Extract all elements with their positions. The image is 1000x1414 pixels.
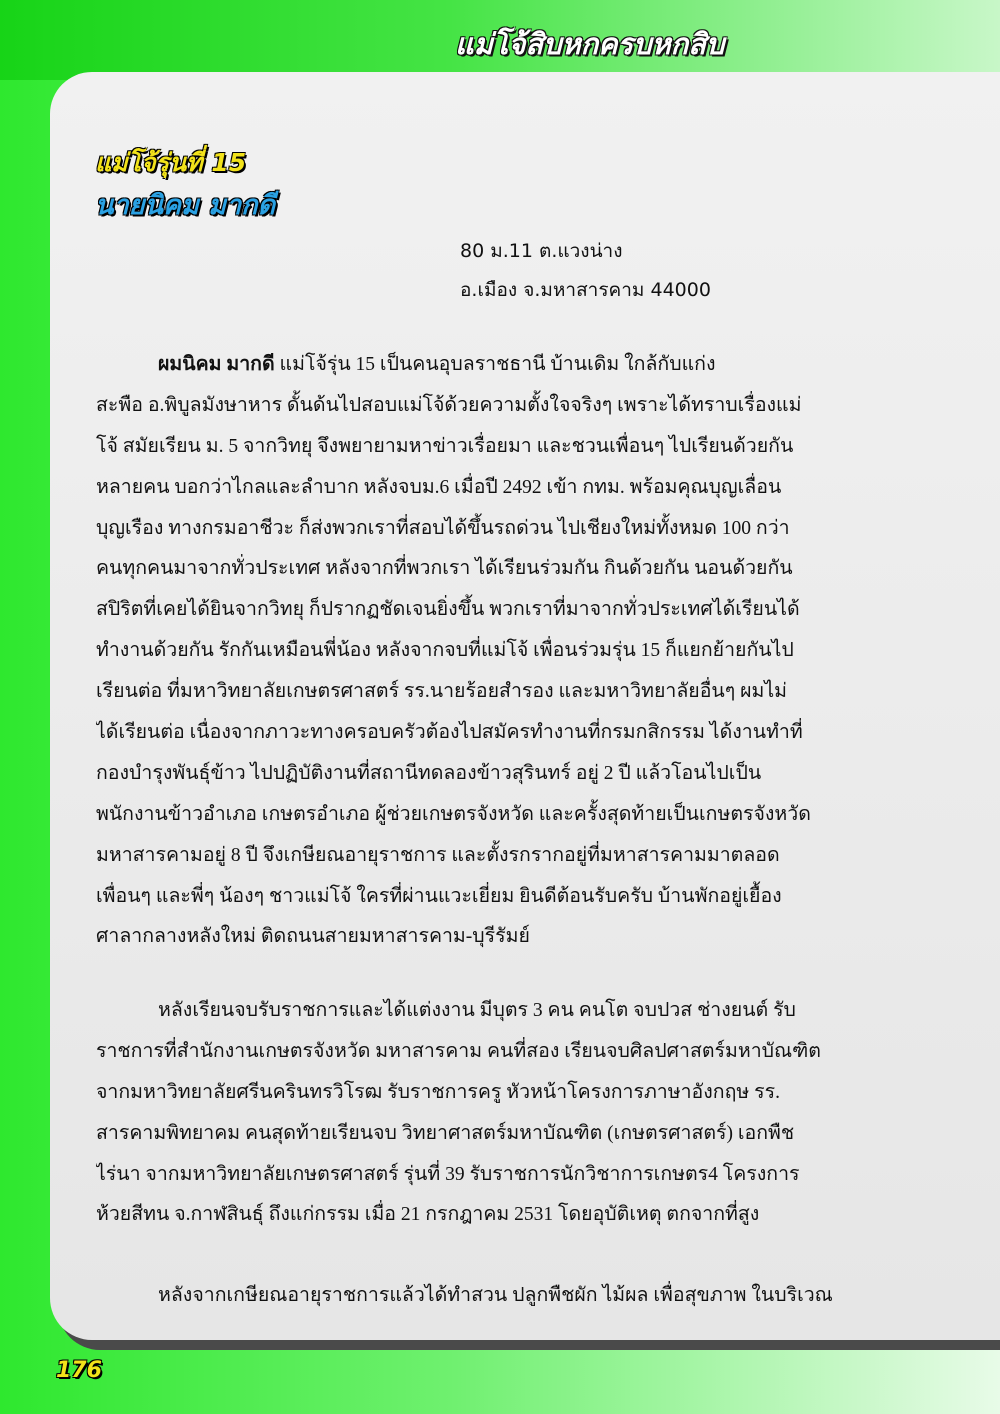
paragraph-line: ทำงานด้วยกัน รักกันเหมือนพี่น้อง หลังจากจบที่แม่โจ้ เพื่อนร่วมรุ่น 15 ก็แยกย้ายกันไป [96, 640, 794, 662]
paragraph-line: บุญเรือง ทางกรมอาชีวะ ก็ส่งพวกเราที่สอบได้ขึ้นรถด่วน ไปเชียงใหม่ทั้งหมด 100 กว่า [96, 517, 790, 539]
address-line-1: 80 ม.11 ต.แวงน่าง [460, 240, 623, 262]
running-header-title: แม่โจ้สิบหกครบหกสิบ [455, 27, 725, 61]
page-number: 176 [56, 1358, 102, 1383]
paragraph-line: เรียนต่อ ที่มหาวิทยาลัยเกษตรศาสตร์ รร.นายร้อยสำรอง และมหาวิทยาลัยอื่นๆ ผมไม่ [96, 681, 788, 703]
paragraph-line: พนักงานข้าวอำเภอ เกษตรอำเภอ ผู้ช่วยเกษตรจังหวัด และครั้งสุดท้ายเป็นเกษตรจังหวัด [96, 803, 811, 825]
paragraph-line: ศาลากลางหลังใหม่ ติดถนนสายมหาสารคาม-บุรีรัมย์ [96, 926, 530, 948]
paragraph-line: ไร่นา จากมหาวิทยาลัยเกษตรศาสตร์ รุ่นที่ 39 รับราชการนักวิชาการเกษตร4 โครงการ [96, 1163, 800, 1185]
paragraph-line: กองบำรุงพันธุ์ข้าว ไปปฏิบัติงานที่สถานีทดลองข้าวสุรินทร์ อยู่ 2 ปี แล้วโอนไปเป็น [96, 762, 762, 784]
paragraph-line: หลังเรียนจบรับราชการและได้แต่งงาน มีบุตร 3 คน คนโต จบปวส ช่างยนต์ รับ [158, 1000, 796, 1021]
person-name-heading: นายนิคม มากดี [95, 190, 275, 221]
paragraph-line: จากมหาวิทยาลัยศรีนครินทรวิโรฒ รับราชการครู หัวหน้าโครงการภาษาอังกฤษ รร. [96, 1081, 780, 1103]
paragraph-line [96, 345, 871, 386]
generation-heading: แม่โจ้รุ่นที่ 15 [95, 148, 247, 177]
paragraph-line: ได้เรียนต่อ เนื่องจากภาวะทางครอบครัวต้องไปสมัครทำงานที่กรมกสิกรรม ได้งานทำที่ [96, 722, 803, 744]
paragraph-line: โจ้ สมัยเรียน ม. 5 จากวิทยุ จึงพยายามหาข่าวเรื่อยมา และชวนเพื่อนๆ ไปเรียนด้วยกัน [96, 435, 794, 457]
paragraph-line: หลายคน บอกว่าไกลและลำบาก หลังจบม.6 เมื่อปี 2492 เข้า กทม. พร้อมคุณบุญเลื่อน [96, 476, 782, 498]
paragraph-line: เพื่อนๆ และพี่ๆ น้องๆ ชาวแม่โจ้ ใครที่ผ่านแวะเยี่ยม ยินดีต้อนรับครับ บ้านพักอยู่เยื้อง [96, 885, 782, 907]
paragraph-line: ราชการที่สำนักงานเกษตรจังหวัด มหาสารคาม คนที่สอง เรียนจบศิลปศาสตร์มหาบัณฑิต [96, 1040, 821, 1062]
paragraph-line: ห้วยสีทน จ.กาฬสินธุ์ ถึงแก่กรรม เมื่อ 21 กรกฎาคม 2531 โดยอุบัติเหตุ ตกจากที่สูง [96, 1204, 760, 1226]
paragraph-line: สะพือ อ.พิบูลมังษาหาร ดั้นด้นไปสอบแม่โจ้ด้วยความตั้งใจจริงๆ เพราะได้ทราบเรื่องแม่ [96, 394, 802, 416]
paragraph-line: สารคามพิทยาคม คนสุดท้ายเรียนจบ วิทยาศาสตร์มหาบัณฑิต (เกษตรศาสตร์) เอกพืช [96, 1122, 795, 1144]
paragraph-line: มหาสารคามอยู่ 8 ปี จึงเกษียณอายุราชการ และตั้งรกรากอยู่ที่มหาสารคามมาตลอด [96, 844, 780, 866]
paragraph-line: คนทุกคนมาจากทั่วประเทศ หลังจากที่พวกเรา ได้เรียนร่วมกัน กินด้วยกัน นอนด้วยกัน [96, 558, 793, 580]
paragraph-line: หลังจากเกษียณอายุราชการแล้วได้ทำสวน ปลูกพืชผัก ไม้ผล เพื่อสุขภาพ ในบริเวณ [158, 1285, 833, 1306]
paragraph-2 [96, 991, 871, 1236]
paragraph-3 [96, 1276, 871, 1317]
author-name-bold: ผมนิคม มากดี [158, 354, 275, 375]
line-text: แม่โจ้รุ่น 15 เป็นคนอุบลราชธานี บ้านเดิม ใกล้กับแก่ง [274, 354, 716, 375]
paragraph-1 [96, 345, 871, 958]
address-line-2: อ.เมือง จ.มหาสารคาม 44000 [460, 279, 711, 301]
paragraph-line: สปิริตที่เคยได้ยินจากวิทยุ ก็ปรากฏชัดเจนยิ่งขึ้น พวกเราที่มาจากทั่วประเทศได้เรียนได้ [96, 599, 800, 621]
